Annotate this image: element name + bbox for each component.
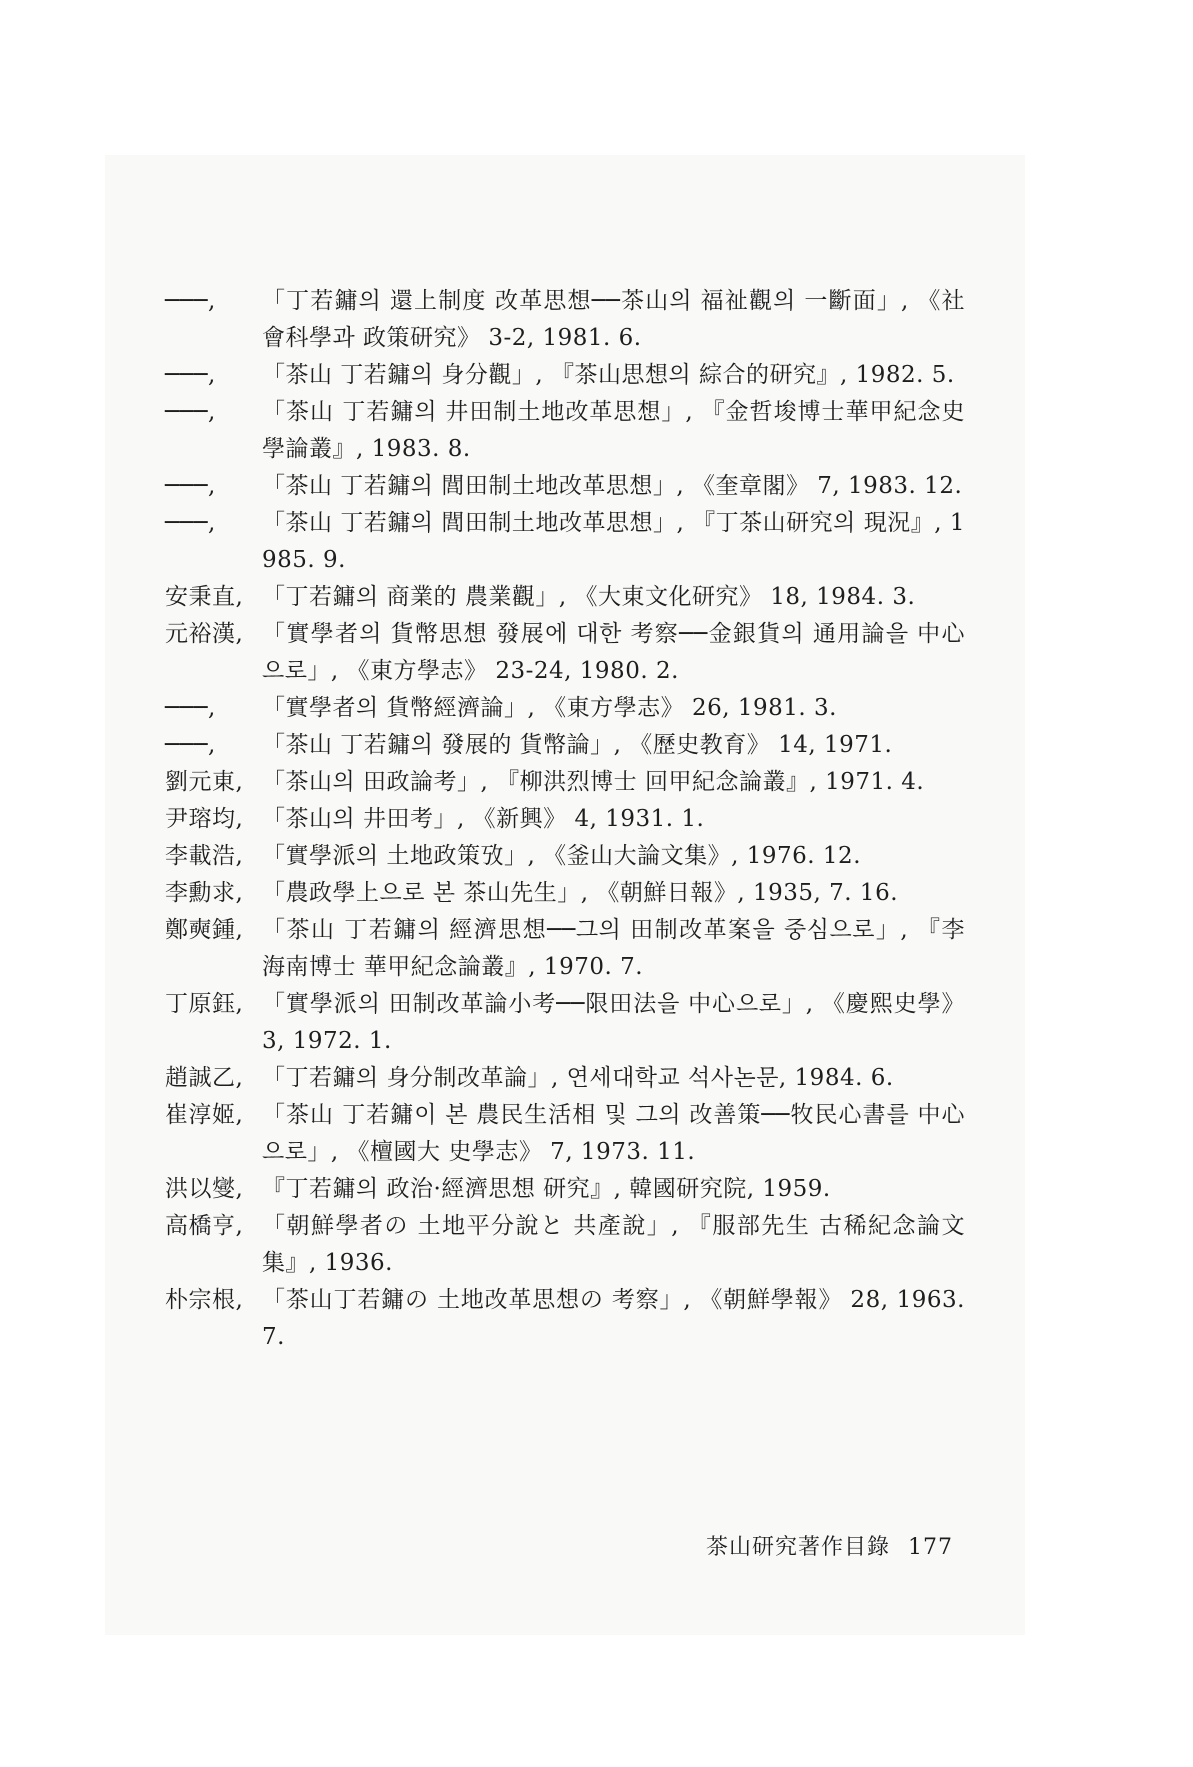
bibliography-entry xyxy=(165,394,965,468)
entry-citation: 「實學派의 田制改革論小考──限田法을 中心으로」, 《慶熙史學》 3, 1972. 1. xyxy=(262,991,965,1054)
entry-author: 趙誠乙, xyxy=(165,1065,244,1091)
entry-author: ───, xyxy=(165,510,216,536)
entry-author: ───, xyxy=(165,695,216,721)
entry-citation: 「實學者의 貨幣思想 發展에 대한 考察──金銀貨의 通用論을 中心으로」, 《東方學志》 23-24, 1980. 2. xyxy=(262,621,965,684)
entry-author: 劉元東, xyxy=(165,769,244,795)
entry-citation: 「茶山丁若鏞の 土地改革思想の 考察」, 《朝鮮學報》 28, 1963. 7. xyxy=(262,1287,965,1350)
bibliography-entry xyxy=(165,579,965,616)
entry-author: 高橋亨, xyxy=(165,1213,244,1239)
bibliography-entry xyxy=(165,505,965,579)
entry-citation: 「茶山 丁若鏞의 閭田制土地改革思想」, 《奎章閣》 7, 1983. 12. xyxy=(262,473,963,499)
bibliography-entry xyxy=(165,986,965,1060)
bibliography-entry xyxy=(165,616,965,690)
entry-citation: 「茶山 丁若鏞의 井田制土地改革思想」, 『金哲埈博士華甲紀念史學論叢』, 1983. 8. xyxy=(262,399,965,462)
bibliography-entry xyxy=(165,912,965,986)
entry-citation: 「朝鮮學者の 土地平分說と 共產說」, 『服部先生 古稀紀念論文集』, 1936. xyxy=(262,1213,965,1276)
entry-citation: 「茶山 丁若鏞의 經濟思想──그의 田制改革案을 중심으로」, 『李海南博士 華甲紀念論叢』, 1970. 7. xyxy=(262,917,965,980)
bibliography-entry xyxy=(165,801,965,838)
entry-citation: 『丁若鏞의 政治·經濟思想 研究』, 韓國研究院, 1959. xyxy=(262,1176,831,1202)
entry-author: ───, xyxy=(165,399,216,425)
entry-citation: 「茶山의 田政論考」, 『柳洪烈博士 回甲紀念論叢』, 1971. 4. xyxy=(262,769,925,795)
entry-author: 朴宗根, xyxy=(165,1287,244,1313)
entry-author: ───, xyxy=(165,362,216,388)
bibliography-entry xyxy=(165,838,965,875)
page-footer xyxy=(706,1530,953,1561)
entry-author: 安秉直, xyxy=(165,584,244,610)
entry-citation: 「丁若鏞의 還上制度 改革思想──茶山의 福祉觀의 一斷面」, 《社會科學과 政策研究》 3-2, 1981. 6. xyxy=(262,288,965,351)
entry-citation: 「茶山 丁若鏞의 身分觀」, 『茶山思想의 綜合的研究』, 1982. 5. xyxy=(262,362,955,388)
bibliography-entry xyxy=(165,357,965,394)
bibliography-entry xyxy=(165,690,965,727)
bibliography-entry xyxy=(165,875,965,912)
entry-author: ───, xyxy=(165,288,216,314)
entry-citation: 「茶山 丁若鏞의 閭田制土地改革思想」, 『丁茶山研究의 現況』, 1985. 9. xyxy=(262,510,965,573)
running-title: 茶山研究著作目錄 xyxy=(706,1535,891,1560)
entry-author: 元裕漢, xyxy=(165,621,244,647)
bibliography-list xyxy=(165,283,965,1356)
bibliography-entry xyxy=(165,727,965,764)
entry-author: 尹瑢均, xyxy=(165,806,244,832)
bibliography-entry xyxy=(165,1097,965,1171)
entry-citation: 「實學派의 土地政策攷」, 《釜山大論文集》, 1976. 12. xyxy=(262,843,862,869)
bibliography-entry xyxy=(165,764,965,801)
entry-author: 洪以燮, xyxy=(165,1176,244,1202)
entry-citation: 「茶山의 井田考」, 《新興》 4, 1931. 1. xyxy=(262,806,705,832)
entry-author: 鄭奭鍾, xyxy=(165,917,244,943)
entry-author: ───, xyxy=(165,732,216,758)
bibliography-entry xyxy=(165,1171,965,1208)
bibliography-entry xyxy=(165,283,965,357)
bibliography-entry xyxy=(165,1282,965,1356)
entry-citation: 「農政學上으로 본 茶山先生」, 《朝鮮日報》, 1935, 7. 16. xyxy=(262,880,899,906)
entry-author: 丁原鈺, xyxy=(165,991,244,1017)
page-number: 177 xyxy=(908,1535,954,1560)
entry-author: 崔淳姬, xyxy=(165,1102,244,1128)
entry-author: 李勳求, xyxy=(165,880,244,906)
entry-author: ───, xyxy=(165,473,216,499)
bibliography-entry xyxy=(165,1208,965,1282)
bibliography-entry xyxy=(165,468,965,505)
entry-citation: 「茶山 丁若鏞이 본 農民生活相 및 그의 改善策──牧民心書를 中心으로」, 《檀國大 史學志》 7, 1973. 11. xyxy=(262,1102,965,1165)
entry-citation: 「丁若鏞의 身分制改革論」, 연세대학교 석사논문, 1984. 6. xyxy=(262,1065,894,1091)
entry-author: 李載浩, xyxy=(165,843,244,869)
bibliography-entry xyxy=(165,1060,965,1097)
entry-citation: 「茶山 丁若鏞의 發展的 貨幣論」, 《歷史教育》 14, 1971. xyxy=(262,732,893,758)
entry-citation: 「實學者의 貨幣經濟論」, 《東方學志》 26, 1981. 3. xyxy=(262,695,837,721)
entry-citation: 「丁若鏞의 商業的 農業觀」, 《大東文化研究》 18, 1984. 3. xyxy=(262,584,916,610)
